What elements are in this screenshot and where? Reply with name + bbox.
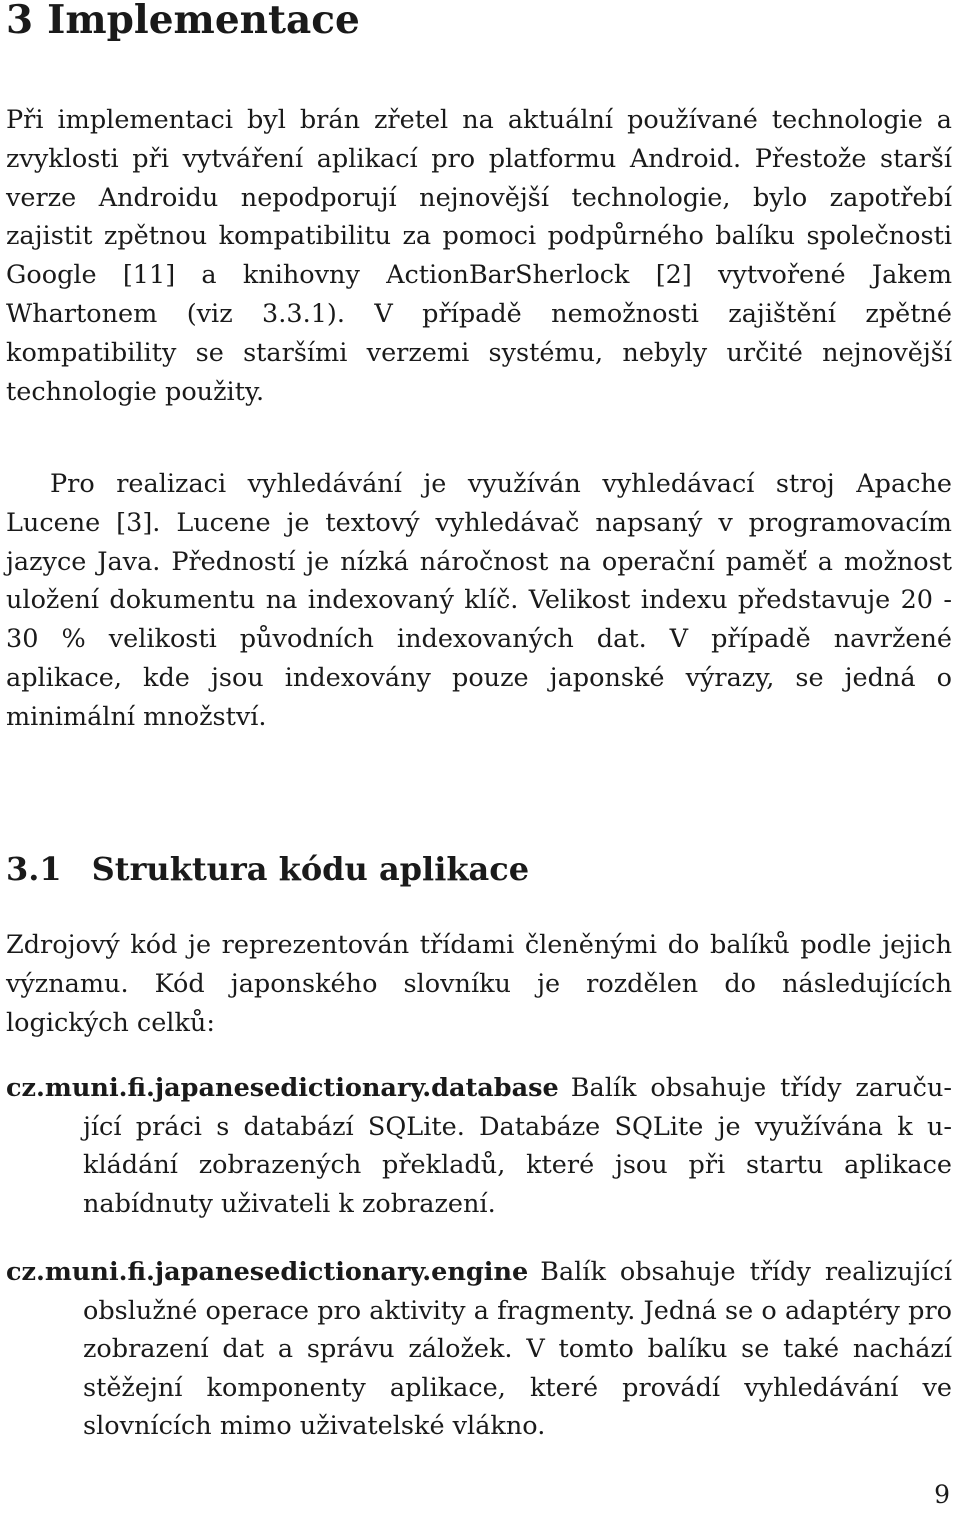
package-item-database (6, 1069, 952, 1223)
package-term: cz.muni.fi.japanesedictionary.database (6, 1073, 559, 1103)
chapter-title: Implementace (47, 0, 360, 43)
chapter-number: 3 (6, 0, 34, 43)
package-term: cz.muni.fi.japanesedictionary.engine (6, 1257, 529, 1287)
section-heading (6, 846, 529, 892)
section-number: 3.1 (6, 850, 62, 888)
section-title: Struktura kódu aplikace (91, 850, 530, 888)
paragraph-section-intro: Zdrojový kód je reprezentován třídami členěnými do balíků podle jejich významu. Kód japonského slovníku je rozdělen do následujících logických celků: (6, 930, 952, 1038)
paragraph-lucene: Pro realizaci vyhledávání je využíván vyhledávací stroj Apache Lucene [3]. Lucene je textový vyhledávač napsaný v programovacím jazyce Java. Předností je nízká náročnost na operační paměť a možnost uložení dokumentu na indexovaný klíč. Velikost indexu představuje 20 - 30 % velikosti původních indexovaných dat. V případě navržené aplikace, kde jsou indexovány pouze japonské výrazy, se jedná o minimální množství. (6, 469, 952, 732)
package-item-engine (6, 1253, 952, 1446)
package-description: Balík obsahuje třídy zaručující práci s databází SQLite. Databáze SQLite je využívána k ukládání zobrazených překladů, které jsou při startu aplikace nabídnuty uživateli k zobrazení. (83, 1073, 952, 1219)
page-number: 9 (934, 1480, 950, 1509)
package-description: Balík obsahuje třídy realizující obslužné operace pro aktivity a fragmenty. Jedná se o adaptéry pro zobrazení dat a správu záložek. V tomto balíku se také nachází stěžejní komponenty aplikace, které provádí vyhledávání ve slovnících mimo uživatelské vlákno. (83, 1257, 952, 1441)
paragraph-implementation: Při implementaci byl brán zřetel na aktuální používané technologie a zvyklosti při vytváření aplikací pro platformu Android. Přestože starší verze Androidu nepodporují nejnovější technologie, bylo zapotřebí zajistit zpětnou kompatibilitu za pomoci podpůrného balíku společnosti Google [11] a knihovny ActionBarSherlock [2] vytvořené Jakem Whartonem (viz 3.3.1). V případě nemožnosti zajištění zpětné kompatibility se staršími verzemi systému, nebyly určité nejnovější technologie použity. (6, 105, 952, 407)
chapter-heading (6, 0, 360, 46)
